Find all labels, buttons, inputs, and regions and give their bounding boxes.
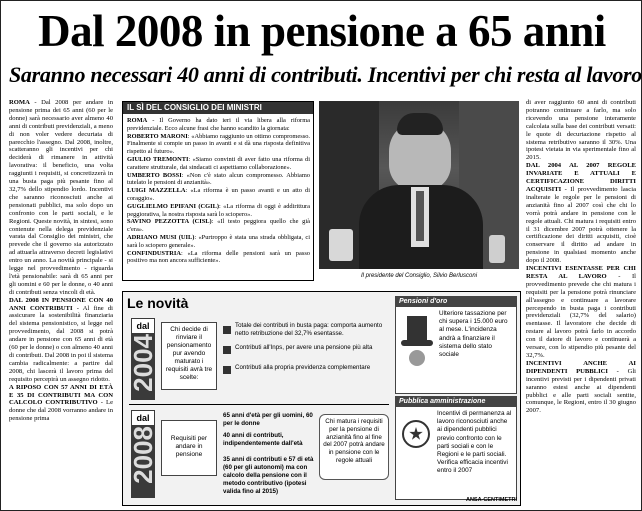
council-box-body [127, 117, 310, 279]
council-quote [127, 203, 310, 219]
dal-label: dal [131, 410, 155, 426]
article-paragraph: - Le donne che dal 2008 vorranno andare in pensione prima [9, 399, 113, 423]
quote-text: : «La riforma è un passo avanti e un atto di coraggio». [127, 187, 310, 202]
section-heading: A RIPOSO CON 57 ANNI DI ETÀ E 35 DI CONTRIBUTI MA CON CALCOLO CONTRIBUTIVO [9, 383, 113, 407]
novita-title: Le novità [127, 295, 189, 311]
speaker-name: GIULIO TREMONTI [127, 155, 189, 163]
council-quote [127, 156, 310, 172]
council-quote [127, 117, 310, 133]
quote-text: - Il Governo ha dato ieri il via libera alla riforma previdenziale. Ecco alcune frasi che hanno scandito la giornata: [127, 117, 310, 132]
council-quote [127, 250, 310, 266]
quote-text: : «Abbiamo raggiunto un ottimo compromesso. Finalmente si compie un passo in avanti e si dà una risposta definitiva rispetto al futuro». [127, 132, 310, 156]
council-quote [127, 218, 310, 234]
headline: Dal 2008 in pensione a 65 anni [38, 6, 606, 56]
requirements-box: Requisiti per andare in pensione [161, 420, 217, 476]
public-admin-text: Incentivi di permanenza al lavoro riconosciuti anche ai dipendenti pubblici previo confronto con le parti sociali e con le Regioni e le parti sociali. Verifica efficacia incentivi entro il 2007 [437, 410, 512, 475]
speaker-name: ROBERTO MARONI [127, 132, 188, 140]
year-2008-label [128, 410, 158, 498]
choice-item-3: Contributi alla propria previdenza complementare [235, 364, 371, 371]
novita-infographic [122, 291, 521, 506]
top-hat-icon [399, 310, 435, 370]
article-paragraph: di aver raggiunto 60 anni di contributi potranno continuare a farlo, ma solo ricevendo una pensione interamente calcolata sulla base dei contributi versati: le quote di decurtazione rispetto al sistema retributivo saranno il 30%. Una ipotesi vietata in via sperimentale fino al 2015. [526, 99, 636, 162]
public-admin-title: Pubblica amministrazione [396, 397, 516, 407]
council-quotes-box [122, 101, 314, 281]
council-box-title: IL SÌ DEL CONSIGLIO DEI MINISTRI [123, 102, 313, 114]
year-2004: 2004 [128, 334, 158, 392]
arrow-icon [223, 366, 231, 374]
article-paragraph: - Il provvedimento lascia inalterate le regole per le pensioni di anzianità fino al 2007 così che chi lo vorrà potrà andare in pensione con le regole attuali. Chi matura i requisiti entro il 31 dicembre 2007 potrà ottenere la certificazione dei diritti acquisiti, cioè conservare il diritto ad andare in pensione in qualsiasi momento anche dopo il 2008. [526, 185, 636, 265]
council-quote [127, 172, 310, 188]
speaker-name: ROMA [127, 117, 148, 124]
year-2004-label [128, 318, 158, 400]
council-quote [127, 187, 310, 203]
article-column-left [9, 99, 113, 504]
divider [129, 404, 389, 405]
requirement-item-1: 65 anni d'età per gli uomini, 60 per le donne [223, 412, 313, 427]
quote-text: : «La riforma di oggi è addirittura peggiorativa, la nostra risposta sarà lo sciopero». [127, 202, 310, 218]
dal-label: dal [131, 318, 155, 334]
article-paragraph: - Il provvedimento prevede che chi matura i requisiti per la pensione potrà rinunciare all'assegno e continuare a lavorare percependo in busta paga i contributi previdenziali (32,7% del salario) esentasse. Il lavoratore che decide di restare al lavoro potrà farlo in accordo con il datore di lavoro e continuerà a versare, con lo stipendio più pesante del 32,7%. [526, 272, 636, 359]
speaker-name: LUIGI MAZZELLA [127, 187, 186, 195]
speaker-name: CONFINDUSTRIA [127, 249, 181, 257]
speaker-name: GUGLIELMO EPIFANI (CGIL) [127, 202, 220, 210]
choices-box: Chi decide di rinviare il pensionamento pur avendo maturato i requisiti avrà tre scelte: [161, 322, 217, 390]
requirement-item-3: 35 anni di contributi e 57 di età (60 per gli autonomi) ma con calcolo della pensione con il metodo contributivo (ipotesi valida fino al 2015) [223, 456, 314, 495]
section-heading: INCENTIVI ESENTASSE PER CHI RESTA AL LAVORO [526, 265, 636, 280]
quote-text: : «Purtroppo è stata una strada obbligata, ci sarà lo sciopero generale». [127, 233, 310, 249]
berlusconi-photo [319, 101, 519, 269]
article-lead: - Dal 2008 per andare in pensione prima dei 65 anni (60 per le donne) sarà necessario aver almeno 40 anni di contributi previdenziali, a meno di non voler vedere decurtata di parecchio l'assegno. Dal 2008, inoltre, scatteranno gli incentivi per chi deciderà di rimanere in attività lavorativa: il beneficio, una volta raggiunti i requisiti, si concretizzerà in una busta paga più pesante fino al 32,7% dello stipendio lordo. Incentivi che saranno riconosciuti anche ai pensionati pubblici, ma solo dopo un confronto con le parti sociali, e le Regioni. Queste novità, in sintesi, sono contenute nella delega previdenziale varata dal Consiglio dei ministri, che prevede che il governo sia autorizzato ad attuarla attraverso decreti legislativi entro un anno. La novità principale - si legge nel provvedimento - riguarda l'età pensionabile: sarà di 65 anni per gli uomini e 60 per le donne, o 40 anni di contributi senza vincoli di età. [9, 99, 113, 296]
subheadline: Saranno necessari 40 anni di contributi. Incentivi per chi resta al lavoro [9, 62, 642, 87]
arrow-icon [223, 326, 231, 334]
quote-text: : «La riforma delle pensioni sarà un passo positivo ma non ancora sufficiente». [127, 249, 310, 265]
gold-pensions-title: Pensioni d'oro [396, 297, 516, 307]
quote-text: : «Non c'è stato alcun compromesso. Abbiamo tutelato le pensioni di anzianità». [127, 171, 310, 187]
speaker-name: ADRIANO MUSI (UIL) [127, 233, 195, 241]
gold-pensions-text: Ulteriore tassazione per chi supera i 15.000 euro al mese. L'incidenza andrà a finanziare il sistema dello stato sociale [439, 310, 508, 359]
public-admin-panel [395, 396, 517, 500]
credit-label: ANSA-CENTIMETRI [465, 497, 517, 503]
current-rules-note: Chi matura i requisiti per la pensione di anzianità fino al fine del 2007 potrà andare in pensione con le regole attuali [319, 414, 389, 480]
photo-caption: Il presidente del Consiglio, Silvio Berlusconi [360, 273, 478, 279]
council-quote [127, 234, 310, 250]
gold-pensions-panel [395, 296, 517, 394]
article-paragraph: - Al fine di assicurare la sostenibilità finanziaria del sistema pensionistico, si legge nel provvedimento, dal 2008 si potrà andare in pensione con 65 anni di età (60 per le donne) o con almeno 40 anni di contributi. Dal 2008 in poi il sistema cambia radicalmente: a partire dal 2008, chi lascerà il lavoro prima del requisito percepirà un assegno ridotto. [9, 304, 113, 383]
section-heading: INCENTIVI ANCHE AI DIPENDENTI PUBBLICI [526, 359, 636, 375]
arrow-icon [223, 346, 231, 354]
section-heading: DAL 2004 AL 2007 REGOLE INVARIATE E ATTUALI E CERTIFICAZIONE DIRITTI ACQUISITI [526, 162, 636, 193]
republic-emblem-icon [399, 410, 433, 470]
article-paragraph: - Gli incentivi previsti per i dipendenti privati saranno estesi anche ai dipendenti pubblici e alle parti sociali sentite, comunque, le Regioni, entro il 30 giugno 2007. [526, 367, 636, 415]
council-quote [127, 133, 310, 156]
choice-item-1: Totale dei contributi in busta paga: comporta aumento netto retribuzione del 32,7% esentasse. [235, 322, 383, 337]
speaker-name: UMBERTO BOSSI [127, 171, 182, 179]
requirement-item-2: 40 anni di contributi, indipendentemente dall'età [223, 432, 303, 447]
year-2008: 2008 [128, 426, 158, 484]
dateline-city: ROMA [9, 99, 30, 106]
section-heading: DAL 2008 IN PENSIONE CON 40 ANNI CONTRIBUTI [9, 296, 113, 312]
speaker-name: SAVINO PEZZOTTA (CISL) [127, 218, 212, 226]
article-column-right [526, 99, 636, 504]
choice-item-2: Contributi all'Inps, per avere una pensione più alta [235, 344, 373, 351]
quote-text: : «Siamo convinti di aver fatto una riforma di carattere strutturale, dai sindacati ci aspettiamo collaborazione». [127, 155, 310, 171]
quote-text: : «Il testo peggiora quello che già c'era». [127, 218, 310, 234]
